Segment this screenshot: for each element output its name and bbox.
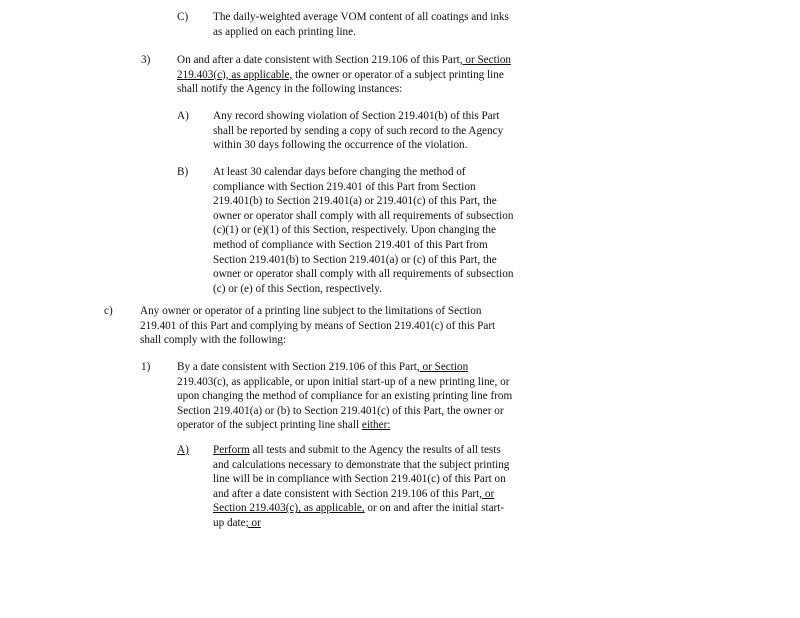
item-marker-C: C) [177, 11, 189, 23]
text-line [177, 360, 512, 375]
text-line: compliance with Section 219.401 of this Part from Section [213, 180, 476, 193]
text-line: 219.403(c), as applicable, or upon initial start-up of a new printing line, or [177, 375, 510, 388]
item-marker-3B: B) [177, 166, 189, 178]
text-line: At least 30 calendar days before changing the method of [213, 166, 466, 178]
item-marker-c1: 1) [141, 361, 151, 373]
text-line [213, 443, 509, 458]
text-run: operator of the subject printing line shall [177, 419, 362, 432]
inserted-text: ; or [245, 516, 261, 529]
text-run: up date [213, 516, 246, 529]
text-line: Section 219.401(b) to Section 219.401(a) or (c) of this Part, the [213, 253, 497, 266]
inserted-text: 219.403(c), as applicable, [177, 68, 293, 81]
inserted-text: or Section [462, 54, 512, 66]
text-line: within 30 days following the occurrence of the violation. [213, 139, 468, 152]
text-line [213, 516, 509, 531]
text-line [177, 53, 511, 68]
text-line: owner or operator shall comply with all requirements of subsection [213, 268, 514, 281]
item-marker-3A: A) [177, 110, 189, 122]
inserted-text: Section 219.403(c), as applicable, [213, 502, 365, 515]
text-line: method of compliance with Section 219.401 of this Part from [213, 238, 488, 251]
item-text-c1 [177, 360, 512, 433]
text-line: line will be in compliance with Section 219.401(c) of this Part on [213, 473, 506, 486]
inserted-text: Perform [213, 444, 250, 456]
text-line [213, 487, 509, 502]
text-run: On and after a date consistent with Section 219.106 of this Part, [177, 54, 463, 66]
item-text-3B [213, 165, 513, 296]
text-run: all tests and submit to the Agency the results of all tests [249, 444, 501, 456]
text-line: as applied on each printing line. [213, 25, 356, 38]
text-run: and after a date consistent with Section 219.106 of this Part, [213, 487, 483, 500]
text-line: owner or operator shall comply with all requirements of subsection [213, 209, 514, 222]
text-run: By a date consistent with Section 219.106 of this Part, [177, 361, 420, 373]
inserted-text: or Section [419, 361, 469, 373]
item-text-c [140, 304, 495, 348]
item-marker-c1A: A) [177, 444, 189, 456]
item-marker-3: 3) [141, 54, 151, 66]
item-text-3 [177, 53, 511, 97]
text-line: 219.401 of this Part and complying by means of Section 219.401(c) of this Part [140, 319, 496, 332]
text-line: 219.401(b) to Section 219.401(a) or 219.401(c) of this Part, the [213, 195, 497, 208]
text-line [213, 501, 509, 516]
item-text-c1A [213, 443, 509, 531]
text-line: shall be reported by sending a copy of such record to the Agency [213, 124, 504, 137]
text-line: shall comply with the following: [140, 334, 287, 347]
inserted-text: either: [361, 419, 391, 432]
text-line: Section 219.401(a) or (b) to Section 219.401(c) of this Part, the owner or [177, 404, 504, 417]
text-line [177, 68, 511, 83]
text-line [177, 418, 512, 433]
text-line: The daily-weighted average VOM content of all coatings and inks [213, 11, 509, 23]
text-line: Any record showing violation of Section 219.401(b) of this Part [213, 110, 500, 122]
text-line: Any owner or operator of a printing line subject to the limitations of Section [140, 305, 482, 317]
item-text-3A [213, 109, 503, 153]
text-run: the owner or operator of a subject printing line [292, 68, 504, 81]
text-line: upon changing the method of compliance for an existing printing line from [177, 390, 513, 403]
text-line: (c)(1) or (e)(1) of this Section, respectively. Upon changing the [213, 224, 496, 237]
item-text-C [213, 10, 509, 39]
text-line: (c) or (e) of this Section, respectively. [213, 282, 382, 295]
text-line: and calculations necessary to demonstrate that the subject printing [213, 458, 510, 471]
inserted-text: or [482, 487, 495, 500]
item-marker-c: c) [104, 305, 113, 317]
text-run: or on and after the initial start- [364, 502, 505, 515]
text-line: shall notify the Agency in the following instances: [177, 83, 403, 96]
